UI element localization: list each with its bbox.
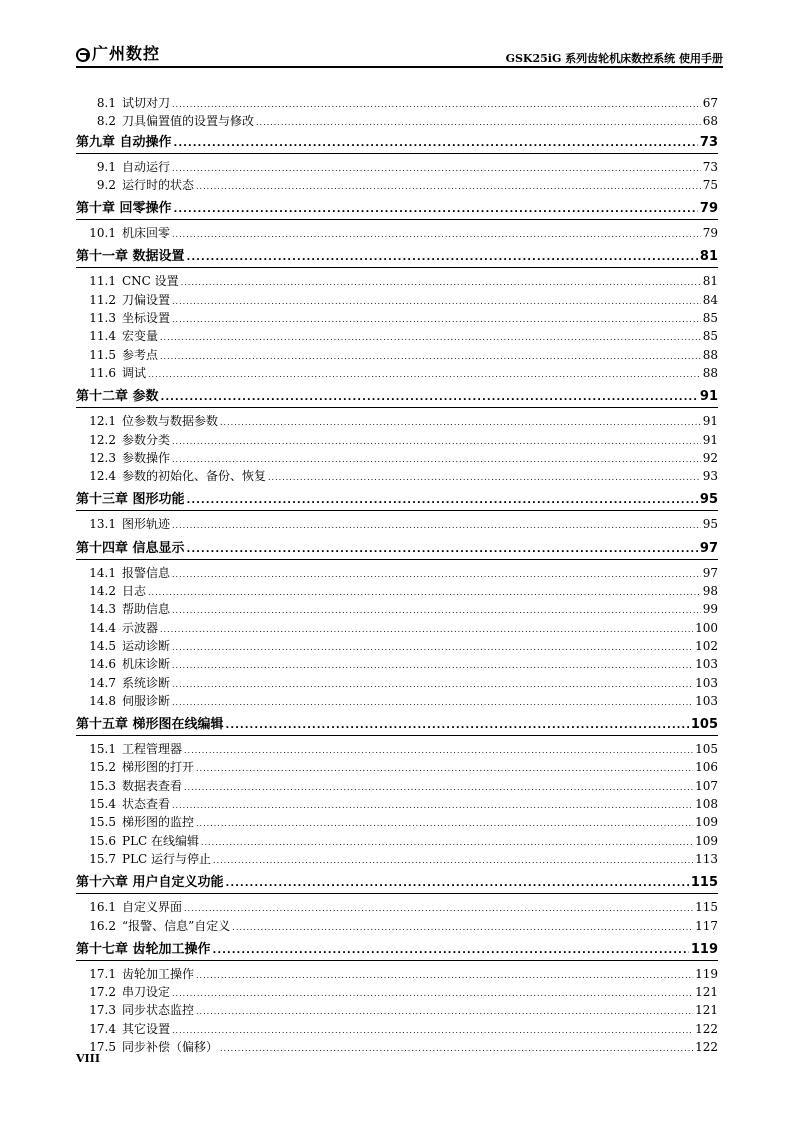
section-title: 梯形图的打开 <box>122 760 195 775</box>
dot-leader <box>213 850 693 870</box>
page-ref: 106 <box>695 760 718 775</box>
toc-section-entry[interactable] <box>76 176 718 194</box>
section-title: 串刀设定 <box>122 985 171 1000</box>
section-number: 14.4 <box>89 620 116 635</box>
chapter-title: 第十六章 用户自定义功能 <box>76 875 224 891</box>
section-number: 8.1 <box>96 96 116 110</box>
section-title: PLC 运行与停止 <box>122 851 212 866</box>
section-title: 其它设置 <box>122 1021 171 1036</box>
page-ref: 95 <box>702 517 718 532</box>
section-title: 示波器 <box>122 620 159 635</box>
section-title: 日志 <box>122 584 147 599</box>
dot-leader <box>220 412 701 432</box>
section-number: 14.5 <box>89 638 116 653</box>
section-number: 15.1 <box>89 742 116 757</box>
toc-section-entry[interactable] <box>76 346 718 364</box>
section-title: 工程管理器 <box>122 742 183 757</box>
toc-section-entry[interactable] <box>76 224 718 242</box>
page-ref: 121 <box>695 1003 718 1018</box>
page-ref: 81 <box>699 249 718 265</box>
section-title: 机床诊断 <box>122 657 171 672</box>
section-number: 15.5 <box>89 815 116 830</box>
page-ref: 117 <box>695 918 718 933</box>
section-number: 16.2 <box>89 918 116 933</box>
section-number: 17.3 <box>89 1003 116 1018</box>
section-number: 9.1 <box>96 159 116 174</box>
dot-leader <box>184 777 693 797</box>
dot-leader <box>187 539 698 560</box>
toc-section-entry[interactable] <box>76 740 718 758</box>
dot-leader <box>196 813 693 833</box>
chapter-title: 第十二章 参数 <box>76 389 159 405</box>
toc-section-entry[interactable] <box>76 1001 718 1019</box>
section-number: 10.1 <box>89 226 116 241</box>
section-title: 机床回零 <box>122 226 171 241</box>
page-ref: 103 <box>695 675 718 690</box>
section-title: 宏变量 <box>122 329 159 344</box>
section-number: 14.8 <box>89 693 116 708</box>
toc-chapter-entry[interactable] <box>76 199 718 220</box>
section-title: 试切对刀 <box>122 96 171 110</box>
section-number: 15.7 <box>89 851 116 866</box>
toc-section-entry[interactable] <box>76 449 718 467</box>
table-of-contents <box>76 94 718 1056</box>
page-ref: 100 <box>695 620 718 635</box>
page-ref: 119 <box>690 941 718 957</box>
section-number: 11.3 <box>89 311 116 326</box>
section-title: 系统诊断 <box>122 675 171 690</box>
manual-title: GSK25iG 系列齿轮机床数控系统 使用手册 <box>505 52 723 65</box>
chapter-title: 第九章 自动操作 <box>76 134 172 150</box>
section-title: 运动诊断 <box>122 638 171 653</box>
section-title: PLC 在线编辑 <box>122 833 200 848</box>
chapter-title: 第十一章 数据设置 <box>76 249 185 265</box>
toc-section-entry[interactable] <box>76 777 718 795</box>
page-ref: 103 <box>695 657 718 672</box>
section-number: 12.1 <box>89 414 116 429</box>
page-ref: 97 <box>702 565 718 580</box>
dot-leader <box>160 619 693 639</box>
page-ref: 119 <box>695 966 718 981</box>
dot-leader <box>226 873 689 894</box>
section-title: 帮助信息 <box>122 602 171 617</box>
toc-chapter-entry[interactable] <box>76 387 718 408</box>
toc-section-entry[interactable] <box>76 309 718 327</box>
dot-leader <box>187 247 698 268</box>
section-number: 14.3 <box>89 602 116 617</box>
toc-chapter-entry[interactable] <box>76 490 718 511</box>
dot-leader <box>232 917 693 937</box>
page-ref: 98 <box>702 584 718 599</box>
page-ref: 122 <box>695 1039 718 1054</box>
toc-section-entry[interactable] <box>76 564 718 582</box>
section-title: 齿轮加工操作 <box>122 966 195 981</box>
toc-section-entry[interactable] <box>76 813 718 831</box>
dot-leader <box>196 176 701 196</box>
dot-leader <box>184 898 693 918</box>
section-number: 17.1 <box>89 966 116 981</box>
page-ref: 99 <box>702 602 718 617</box>
dot-leader <box>172 431 701 451</box>
toc-chapter-entry[interactable] <box>76 539 718 560</box>
section-number: 9.2 <box>96 177 116 192</box>
dot-leader <box>268 467 701 487</box>
section-number: 15.3 <box>89 778 116 793</box>
toc-section-entry[interactable] <box>76 412 718 430</box>
dot-leader <box>213 940 689 961</box>
page-ref: 105 <box>695 742 718 757</box>
page-ref: 88 <box>702 347 718 362</box>
page-ref: 91 <box>702 432 718 447</box>
section-title: 状态查看 <box>122 797 171 812</box>
page-ref: 109 <box>695 833 718 848</box>
page-ref: 102 <box>695 638 718 653</box>
toc-section-entry[interactable] <box>76 917 718 935</box>
section-number: 14.7 <box>89 675 116 690</box>
section-title: “报警、信息”自定义 <box>122 918 231 933</box>
dot-leader <box>220 1038 693 1058</box>
chapter-title: 第十四章 信息显示 <box>76 540 185 556</box>
section-number: 17.2 <box>89 985 116 1000</box>
page-ref: 113 <box>695 851 718 866</box>
toc-section-entry[interactable] <box>76 364 718 382</box>
dot-leader <box>174 133 698 154</box>
page-ref: 85 <box>702 311 718 326</box>
toc-chapter-entry[interactable] <box>76 715 718 736</box>
toc-section-entry[interactable] <box>76 600 718 618</box>
toc-section-entry[interactable] <box>76 898 718 916</box>
dot-leader <box>256 112 701 132</box>
section-number: 11.5 <box>89 347 116 362</box>
page-ref: 91 <box>702 414 718 429</box>
dot-leader <box>172 291 701 311</box>
page-number: VIII <box>76 1052 100 1065</box>
toc-section-entry[interactable] <box>76 637 718 655</box>
section-number: 15.4 <box>89 797 116 812</box>
section-number: 12.4 <box>89 469 116 484</box>
section-title: 参考点 <box>122 347 159 362</box>
page-ref: 115 <box>690 875 718 891</box>
page-ref: 115 <box>695 900 718 915</box>
dot-leader <box>172 795 693 815</box>
section-title: 调试 <box>122 365 147 380</box>
dot-leader <box>172 449 701 469</box>
section-title: 运行时的状态 <box>122 177 195 192</box>
section-number: 8.2 <box>96 114 116 129</box>
toc-section-entry[interactable] <box>76 832 718 850</box>
toc-section-entry[interactable] <box>76 582 718 600</box>
toc-section-entry[interactable] <box>76 965 718 983</box>
toc-section-entry[interactable] <box>76 850 718 868</box>
toc-section-entry[interactable] <box>76 158 718 176</box>
toc-section-entry[interactable] <box>76 431 718 449</box>
dot-leader <box>172 515 701 535</box>
toc-section-entry[interactable] <box>76 515 718 533</box>
section-title: CNC 设置 <box>122 274 179 289</box>
toc-section-entry[interactable] <box>76 272 718 290</box>
dot-leader <box>172 94 701 114</box>
page-ref: 107 <box>695 778 718 793</box>
dot-leader <box>184 740 693 760</box>
section-title: 数据表查看 <box>122 778 183 793</box>
dot-leader <box>172 1020 693 1040</box>
dot-leader <box>172 692 693 712</box>
page-ref: 103 <box>695 693 718 708</box>
section-title: 同步补偿（偏移） <box>122 1039 219 1054</box>
section-number: 16.1 <box>89 900 116 915</box>
dot-leader <box>196 758 693 778</box>
dot-leader <box>174 199 698 220</box>
dot-leader <box>172 564 701 584</box>
toc-section-entry[interactable] <box>76 655 718 673</box>
section-title: 参数分类 <box>122 432 171 447</box>
toc-chapter-entry[interactable] <box>76 133 718 154</box>
page-ref: 67 <box>702 96 718 110</box>
dot-leader <box>148 364 701 384</box>
toc-section-entry[interactable] <box>76 674 718 692</box>
dot-leader <box>172 158 701 178</box>
section-title: 报警信息 <box>122 565 171 580</box>
page-ref: 121 <box>695 985 718 1000</box>
toc-section-entry[interactable] <box>76 327 718 345</box>
section-number: 11.2 <box>89 292 116 307</box>
toc-section-entry[interactable] <box>76 983 718 1001</box>
toc-section-entry[interactable] <box>76 758 718 776</box>
page-ref: 84 <box>702 292 718 307</box>
logo-text: 广州数控 <box>92 44 161 63</box>
header-rule <box>76 66 723 68</box>
section-number: 11.1 <box>89 274 116 289</box>
toc-section-entry[interactable] <box>76 291 718 309</box>
section-title: 自动运行 <box>122 159 171 174</box>
page-ref: 95 <box>699 492 718 508</box>
dot-leader <box>172 655 693 675</box>
page-ref: 122 <box>695 1021 718 1036</box>
dot-leader <box>187 490 698 511</box>
page-ref: 93 <box>702 469 718 484</box>
dot-leader <box>172 309 701 329</box>
section-title: 位参数与数据参数 <box>122 414 219 429</box>
section-title: 伺服诊断 <box>122 693 171 708</box>
dot-leader <box>172 983 693 1003</box>
toc-chapter-entry[interactable] <box>76 940 718 961</box>
section-title: 图形轨迹 <box>122 517 171 532</box>
toc-section-entry[interactable] <box>76 94 718 112</box>
page-ref: 81 <box>702 274 718 289</box>
section-number: 15.6 <box>89 833 116 848</box>
toc-section-entry[interactable] <box>76 795 718 813</box>
section-number: 17.4 <box>89 1021 116 1036</box>
chapter-title: 第十章 回零操作 <box>76 201 172 217</box>
chapter-title: 第十三章 图形功能 <box>76 492 185 508</box>
page-ref: 85 <box>702 329 718 344</box>
section-title: 同步状态监控 <box>122 1003 195 1018</box>
page-ref: 109 <box>695 815 718 830</box>
section-number: 14.1 <box>89 565 116 580</box>
dot-leader <box>161 387 698 408</box>
dot-leader <box>201 832 693 852</box>
toc-section-entry[interactable] <box>76 1020 718 1038</box>
company-logo <box>76 46 160 62</box>
toc-chapter-entry[interactable] <box>76 873 718 894</box>
dot-leader <box>172 674 693 694</box>
section-number: 14.2 <box>89 584 116 599</box>
chapter-title: 第十七章 齿轮加工操作 <box>76 941 211 957</box>
toc-section-entry[interactable] <box>76 619 718 637</box>
dot-leader <box>196 1001 693 1021</box>
toc-chapter-entry[interactable] <box>76 247 718 268</box>
page-ref: 97 <box>699 540 718 556</box>
page-header <box>76 44 723 68</box>
section-number: 11.6 <box>89 365 116 380</box>
page-ref: 92 <box>702 450 718 465</box>
dot-leader <box>148 582 701 602</box>
dot-leader <box>160 327 701 347</box>
page-ref: 75 <box>702 177 718 192</box>
section-number: 17.5 <box>89 1039 116 1054</box>
section-title: 梯形图的监控 <box>122 815 195 830</box>
dot-leader <box>172 637 693 657</box>
toc-section-entry[interactable] <box>76 1038 718 1056</box>
section-number: 11.4 <box>89 329 116 344</box>
page-ref: 108 <box>695 797 718 812</box>
page-ref: 73 <box>699 134 718 150</box>
dot-leader <box>172 224 701 244</box>
page-ref: 88 <box>702 365 718 380</box>
dot-leader <box>226 715 689 736</box>
toc-section-entry[interactable] <box>76 467 718 485</box>
dot-leader <box>172 600 701 620</box>
toc-section-entry[interactable] <box>76 112 718 130</box>
chapter-title: 第十五章 梯形图在线编辑 <box>76 717 224 733</box>
page-ref: 105 <box>690 717 718 733</box>
page-ref: 79 <box>699 201 718 217</box>
section-number: 13.1 <box>89 517 116 532</box>
toc-section-entry[interactable] <box>76 692 718 710</box>
section-title: 参数的初始化、备份、恢复 <box>122 469 267 484</box>
section-title: 刀具偏置值的设置与修改 <box>122 114 255 129</box>
section-title: 自定义界面 <box>122 900 183 915</box>
section-number: 12.3 <box>89 450 116 465</box>
section-title: 坐标设置 <box>122 311 171 326</box>
page-ref: 91 <box>699 389 718 405</box>
dot-leader <box>160 346 701 366</box>
dot-leader <box>196 965 693 985</box>
page-ref: 73 <box>702 159 718 174</box>
logo-icon <box>76 48 90 62</box>
section-number: 14.6 <box>89 657 116 672</box>
page-ref: 68 <box>702 114 718 129</box>
section-number: 12.2 <box>89 432 116 447</box>
section-title: 参数操作 <box>122 450 171 465</box>
section-number: 15.2 <box>89 760 116 775</box>
section-title: 刀偏设置 <box>122 292 171 307</box>
page-ref: 79 <box>702 226 718 241</box>
dot-leader <box>181 272 701 292</box>
